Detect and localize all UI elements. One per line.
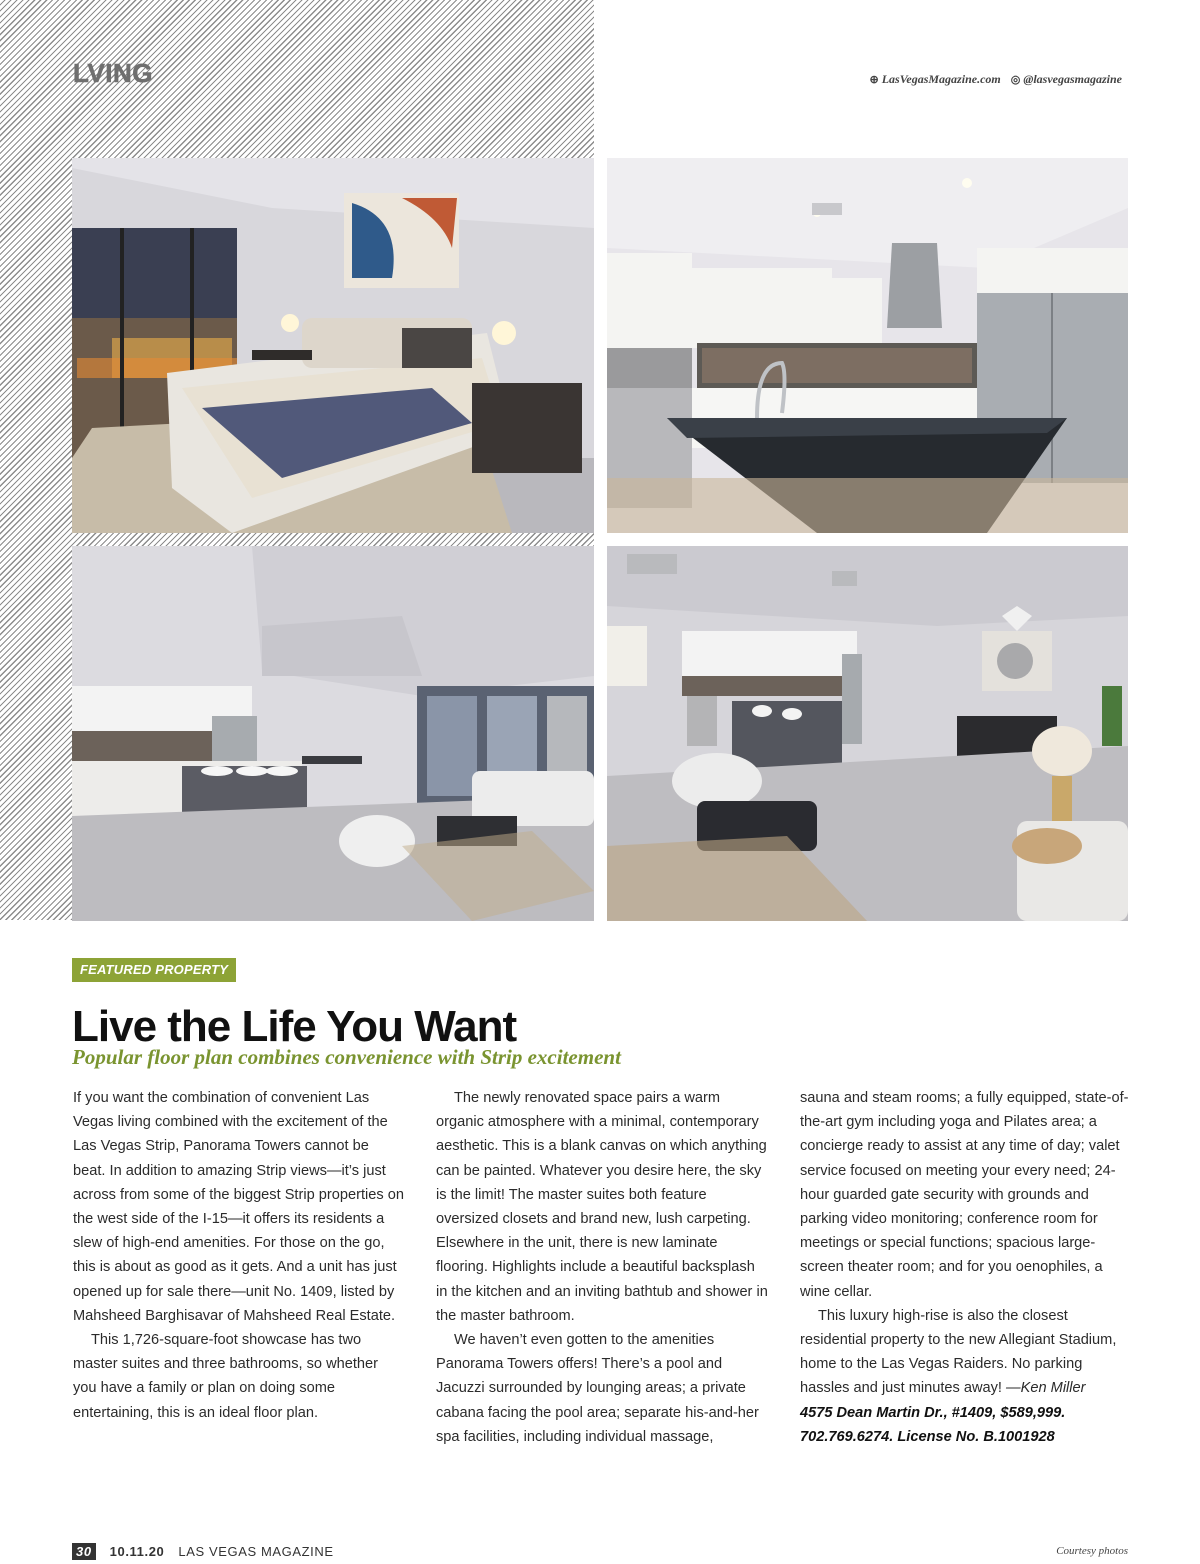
publication-name: LAS VEGAS MAGAZINE bbox=[178, 1544, 334, 1559]
photo-kitchen bbox=[607, 158, 1128, 533]
page-number: 30 bbox=[72, 1543, 96, 1560]
paragraph: If you want the combination of convenient Las Vegas living combined with the excitement of the Las Vegas Strip, Panorama Towers cannot be beat. In addition to amazing Strip views—it’s just across from some of the biggest Strip properties on the west side of the I-15—it offers its residents a slew of high-end amenities. For those on the go, this is about as good as it gets. And a unit has just opened up for sale there—unit No. 1409, listed by Mahsheed Barghisavar of Mahsheed Real Estate. bbox=[73, 1090, 404, 1324]
paragraph bbox=[800, 1304, 1130, 1401]
social-links bbox=[870, 72, 1123, 87]
photo-living-dining bbox=[607, 546, 1128, 921]
paragraph-text: This luxury high-rise is also the closest residential property to the new Allegiant Stadium, home to the Las Vegas Raiders. No parking hassles and just minutes away! bbox=[800, 1307, 1117, 1397]
issue-date: 10.11.20 bbox=[109, 1544, 165, 1559]
instagram-text: @lasvegasmagazine bbox=[1023, 72, 1122, 86]
instagram-link[interactable] bbox=[1011, 72, 1122, 87]
byline: —Ken Miller bbox=[1006, 1380, 1086, 1397]
paragraph: sauna and steam rooms; a fully equipped, state-of-the-art gym including yoga and Pilates area; a concierge ready to assist at any time of day; valet service focused on meeting your every need; 24-hour guarded gate security with grounds and parking video monitoring; conference room for meetings or special functions; spacious large-screen theater room; and for you oenophiles, a wine cellar. bbox=[800, 1090, 1129, 1300]
page-footer bbox=[72, 1543, 334, 1560]
article-column-1 bbox=[73, 1086, 405, 1425]
photo-credit: Courtesy photos bbox=[1056, 1545, 1128, 1557]
paragraph: We haven’t even gotten to the amenities Panorama Towers offers! There’s a pool and Jacuzzi surrounded by lounging areas; a private cabana facing the pool area; separate his-and-her spa facilities, including individual massage, bbox=[436, 1332, 759, 1445]
article-title: Live the Life You Want bbox=[72, 1002, 517, 1051]
paragraph: The newly renovated space pairs a warm organic atmosphere with a minimal, contemporary aesthetic. This is a blank canvas on which anything can be painted. Whatever you desire here, the sky is the limit! The master suites both feature oversized closets and brand new, lush carpeting. Elsewhere in the unit, there is new laminate flooring. Highlights include a beautiful backsplash in the kitchen and an inviting bathtub and shower in the master bathroom. bbox=[436, 1090, 768, 1324]
website-text: LasVegasMagazine.com bbox=[881, 72, 1001, 86]
photo-bedroom bbox=[72, 158, 594, 533]
listing-address: 4575 Dean Martin Dr., #1409, $589,999. bbox=[800, 1404, 1066, 1421]
section-label: LVING bbox=[73, 58, 154, 88]
instagram-icon: ◎ bbox=[1010, 74, 1021, 86]
article-subtitle: Popular floor plan combines convenience with Strip excitement bbox=[72, 1045, 621, 1069]
globe-icon: ⊕ bbox=[869, 74, 879, 86]
featured-tag: FEATURED PROPERTY bbox=[72, 958, 236, 982]
article-column-2 bbox=[436, 1086, 768, 1449]
photo-living-open-plan bbox=[72, 546, 594, 921]
article-column-3 bbox=[800, 1086, 1130, 1449]
website-link[interactable] bbox=[870, 72, 1001, 87]
listing-contact: 702.769.6274. License No. B.1001928 bbox=[800, 1428, 1055, 1445]
paragraph: This 1,726-square-foot showcase has two master suites and three bathrooms, so whether you have a family or plan on doing some entertaining, this is an ideal floor plan. bbox=[73, 1332, 379, 1421]
